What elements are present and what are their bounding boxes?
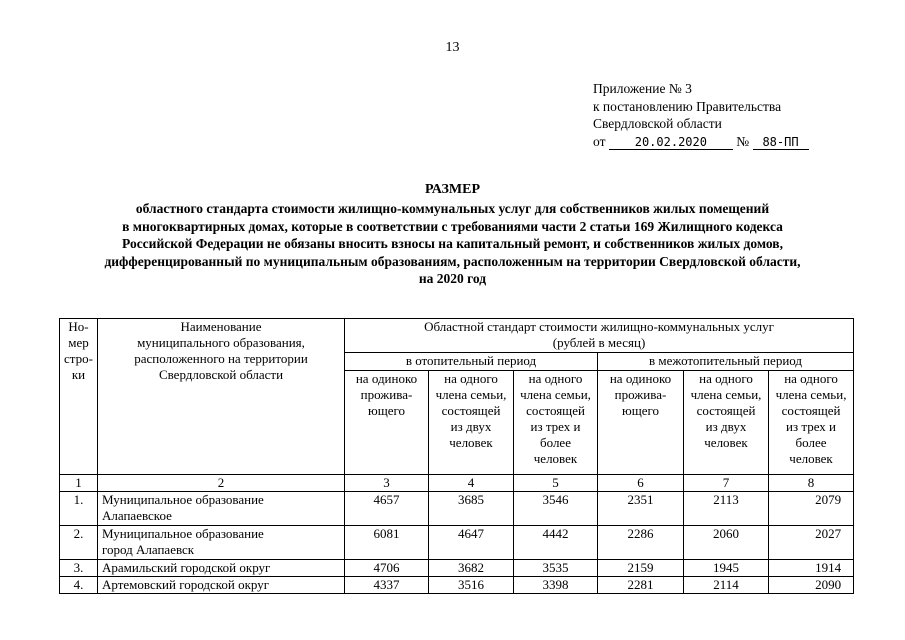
value-cell: 2079 [769, 492, 854, 526]
column-number: 2 [98, 475, 345, 492]
column-number: 5 [514, 475, 598, 492]
decree-date: 20.02.2020 [609, 135, 733, 150]
header-two-person-family: на одного члена семьи, состоящей из двух человек [429, 371, 514, 475]
appendix-block [593, 80, 809, 150]
value-cell: 4337 [345, 577, 429, 594]
column-number: 7 [684, 475, 769, 492]
value-cell: 4706 [345, 560, 429, 577]
document-title: РАЗМЕР [424, 182, 480, 197]
value-cell: 4657 [345, 492, 429, 526]
header-nonheating-period: в межотопительный период [598, 353, 854, 371]
from-label: от [593, 133, 606, 149]
header-single-resident: на одиноко прожива- ющего [345, 371, 429, 475]
appendix-decree-line [593, 133, 809, 151]
value-cell: 6081 [345, 526, 429, 560]
subtitle-line: на 2020 год [418, 271, 487, 286]
appendix-line-1: Приложение № 3 [593, 81, 692, 96]
column-number: 8 [769, 475, 854, 492]
appendix-line-3: Свердловской области [593, 116, 722, 131]
value-cell: 2159 [598, 560, 684, 577]
municipality-name: Артемовский городской округ [98, 577, 345, 594]
column-number-row [60, 475, 854, 492]
header-row-number: Но- мер стро- ки [60, 319, 98, 475]
value-cell: 4442 [514, 526, 598, 560]
header-three-plus-family: на одного члена семьи, состоящей из трех и более человек [514, 371, 598, 475]
value-cell: 3682 [429, 560, 514, 577]
municipality-name: Муниципальное образование Алапаевское [98, 492, 345, 526]
value-cell: 3516 [429, 577, 514, 594]
value-cell: 2286 [598, 526, 684, 560]
table-row [60, 577, 854, 594]
header-two-person-family: на одного члена семьи, состоящей из двух человек [684, 371, 769, 475]
subtitle-line: дифференцированный по муниципальным образованиям, расположенным на территории Свердловской области, [104, 253, 801, 269]
number-label: № [736, 133, 750, 149]
value-cell: 2090 [769, 577, 854, 594]
value-cell: 3535 [514, 560, 598, 577]
header-municipality-name: Наименование муниципального образования, расположенного на территории Свердловской области [98, 319, 345, 475]
header-three-plus-family: на одного члена семьи, состоящей из трех и более человек [769, 371, 854, 475]
value-cell: 2281 [598, 577, 684, 594]
header-heating-period: в отопительный период [345, 353, 598, 371]
subtitle-line: в многоквартирных домах, которые в соответствии с требованиями части 2 статьи 169 Жилищного кодекса [122, 218, 783, 234]
header-standard-cost: Областной стандарт стоимости жилищно-коммунальных услуг (рублей в месяц) [345, 319, 854, 353]
subtitle-line: областного стандарта стоимости жилищно-коммунальных услуг для собственников жилых помещений [135, 201, 770, 216]
value-cell: 2027 [769, 526, 854, 560]
document-subtitle [50, 200, 855, 288]
table-row [60, 560, 854, 577]
column-number: 6 [598, 475, 684, 492]
decree-number: 88-ПП [753, 135, 809, 150]
value-cell: 4647 [429, 526, 514, 560]
row-number: 1. [60, 492, 98, 526]
municipality-name: Муниципальное образование город Алапаевск [98, 526, 345, 560]
value-cell: 2060 [684, 526, 769, 560]
value-cell: 3398 [514, 577, 598, 594]
value-cell: 2351 [598, 492, 684, 526]
standards-table [59, 318, 854, 594]
row-number: 2. [60, 526, 98, 560]
value-cell: 3546 [514, 492, 598, 526]
municipality-name: Арамильский городской округ [98, 560, 345, 577]
appendix-line-2: к постановлению Правительства [593, 98, 782, 114]
subtitle-line: Российской Федерации не обязаны вносить взносы на капитальный ремонт, и собственников жилых домов, [122, 236, 783, 251]
row-number: 3. [60, 560, 98, 577]
column-number: 1 [60, 475, 98, 492]
value-cell: 1914 [769, 560, 854, 577]
value-cell: 3685 [429, 492, 514, 526]
value-cell: 1945 [684, 560, 769, 577]
page-number: 13 [445, 40, 460, 55]
row-number: 4. [60, 577, 98, 594]
column-number: 3 [345, 475, 429, 492]
header-single-resident: на одиноко прожива- ющего [598, 371, 684, 475]
table-row [60, 492, 854, 526]
value-cell: 2114 [684, 577, 769, 594]
column-number: 4 [429, 475, 514, 492]
value-cell: 2113 [684, 492, 769, 526]
table-row [60, 526, 854, 560]
